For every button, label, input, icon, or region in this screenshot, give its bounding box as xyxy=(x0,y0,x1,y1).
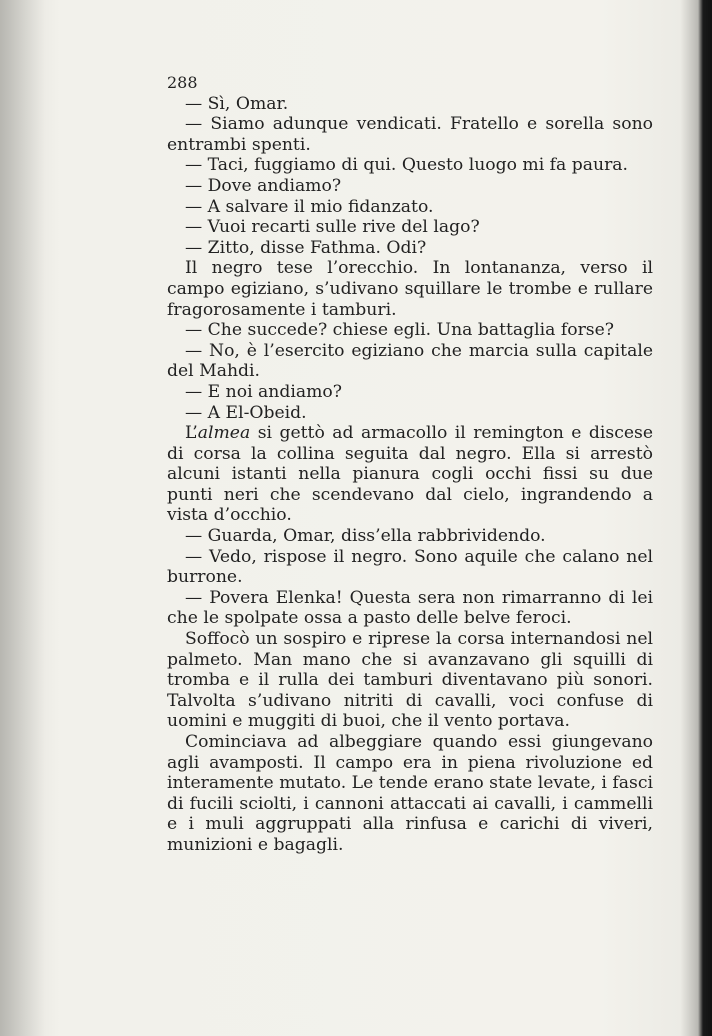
paragraph-10: — No, è l’esercito egiziano che marcia sulla capitale del Mahdi. xyxy=(167,340,653,382)
almea-italic-word: almea xyxy=(197,423,251,444)
page-text xyxy=(167,73,653,856)
page-number: 288 xyxy=(167,73,198,92)
paragraph-11: — E noi andiamo? xyxy=(185,381,342,402)
paragraph-6: — Vuoi recarti sulle rive del lago? xyxy=(185,217,480,238)
paragraph-4: — Dove andiamo? xyxy=(185,175,342,196)
paragraph-1: — Sì, Omar. xyxy=(185,93,289,114)
paragraph-almea xyxy=(167,423,653,526)
paragraph-16: — Povera Elenka! Questa sera non rimarranno di lei che le spolpate ossa a pasto delle belve feroci. xyxy=(167,587,653,629)
paragraph-2: — Siamo adunque vendicati. Fratello e sorella sono entrambi spenti. xyxy=(167,114,653,155)
paragraph-17: Soffocò un sospiro e riprese la corsa internandosi nel palmeto. Man mano che si avanzavano gli squilli di tromba e il rulla dei tamburi diventavano più sonori. Talvolta s’udivano nitriti di cavalli, voci confuse di uomini e muggiti di buoi, che il vento portava. xyxy=(167,629,653,732)
paragraph-15: — Vedo, rispose il negro. Sono aquile che calano nel burrone. xyxy=(167,546,653,588)
paragraph-14: — Guarda, Omar, diss’ella rabbrividendo. xyxy=(185,526,546,547)
paragraph-18: Cominciava ad albeggiare quando essi giungevano agli avamposti. Il campo era in piena rivoluzione ed interamente mutato. Le tende erano state levate, i fasci di fucili sciolti, i cannoni attaccati ai cavalli, i cammelli e i muli aggruppati alla rinfusa e carichi di viveri, munizioni e bagagli. xyxy=(167,732,653,855)
paragraph-7: — Zitto, disse Fathma. Odi? xyxy=(185,237,427,258)
paragraph-5: — A salvare il mio fidanzato. xyxy=(185,196,434,217)
paragraph-9: — Che succede? chiese egli. Una battaglia forse? xyxy=(185,320,614,341)
paragraph-3: — Taci, fuggiamo di qui. Questo luogo mi fa paura. xyxy=(185,155,628,176)
paragraph-12: — A El-Obeid. xyxy=(185,402,307,423)
almea-rest: si gettò ad armacollo il remington e discese di corsa la collina seguita dal negro. Ella si arrestò alcuni istanti nella pianura cogli occhi fissi su due punti neri che scendevano dal cielo, ingrandendo a vista d’occhio. xyxy=(167,423,653,526)
page-gutter-shadow xyxy=(0,0,45,1036)
paragraph-8: Il negro tese l’orecchio. In lontananza, verso il campo egiziano, s’udivano squillare le trombe e rullare fragorosamente i tamburi. xyxy=(167,258,653,320)
almea-prefix: L’ xyxy=(185,423,198,444)
